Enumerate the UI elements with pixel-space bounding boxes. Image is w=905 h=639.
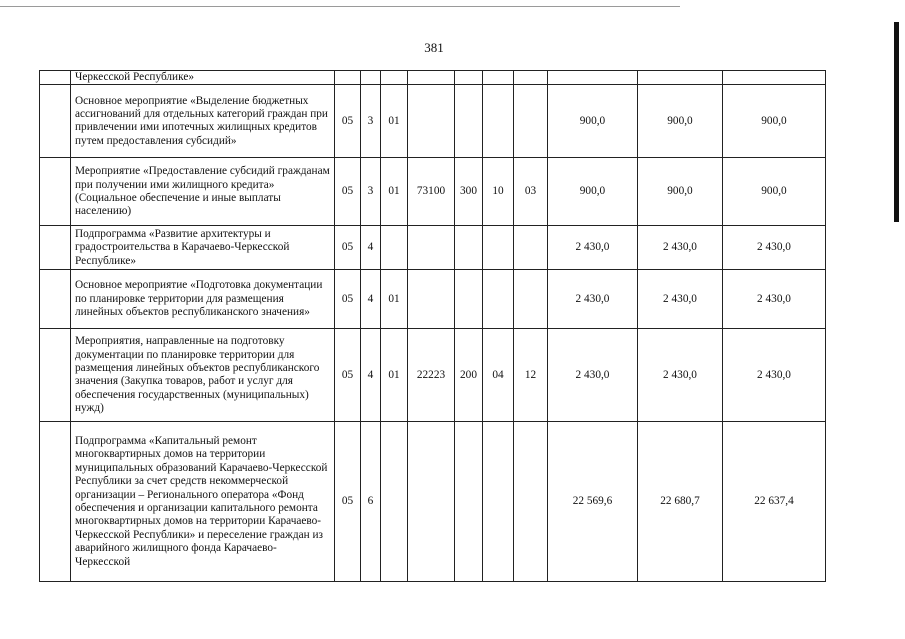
row-name-cell: Подпрограмма «Развитие архитектуры и градостроительства в Карачаево-Черкесской Республике» bbox=[71, 226, 335, 270]
cell-expense-type bbox=[455, 71, 483, 85]
table-row bbox=[40, 85, 826, 158]
cell-amount-1: 2 430,0 bbox=[548, 329, 638, 422]
cell-amount-1: 22 569,6 bbox=[548, 422, 638, 582]
page-number: 381 bbox=[424, 40, 444, 55]
row-name-cell: Основное мероприятие «Выделение бюджетных ассигнований для отдельных категорий граждан при привлечении ими ипотечных жилищных кредитов путем предоставления субсидий» bbox=[71, 85, 335, 158]
cell-activity-code: 01 bbox=[381, 329, 408, 422]
cell-subsection bbox=[514, 71, 548, 85]
cell-subprogram-code: 3 bbox=[361, 158, 381, 226]
cell-direction-code bbox=[408, 270, 455, 329]
cell-section bbox=[483, 422, 514, 582]
cell-amount-1 bbox=[548, 71, 638, 85]
budget-table bbox=[39, 70, 826, 582]
row-index-cell bbox=[40, 85, 71, 158]
cell-amount-3: 22 637,4 bbox=[723, 422, 826, 582]
table-row bbox=[40, 270, 826, 329]
table-row bbox=[40, 226, 826, 270]
cell-activity-code: 01 bbox=[381, 270, 408, 329]
cell-ministry-code: 05 bbox=[335, 158, 361, 226]
cell-amount-3: 900,0 bbox=[723, 85, 826, 158]
cell-amount-3: 2 430,0 bbox=[723, 226, 826, 270]
cell-expense-type bbox=[455, 422, 483, 582]
row-name-cell: Подпрограмма «Капитальный ремонт многоквартирных домов на территории муниципальных образований Карачаево-Черкесской Республики за счет средств некоммерческой организации – Регионального оператора «Фонд обеспечения и организации капитального ремонта многоквартирных домов на территории Карачаево-Черкесской Республики» и переселение граждан из аварийного жилищного фонда Карачаево-Черкесской bbox=[71, 422, 335, 582]
cell-direction-code bbox=[408, 71, 455, 85]
cell-ministry-code: 05 bbox=[335, 329, 361, 422]
row-index-cell bbox=[40, 329, 71, 422]
cell-expense-type: 300 bbox=[455, 158, 483, 226]
cell-section bbox=[483, 85, 514, 158]
cell-amount-2 bbox=[638, 71, 723, 85]
cell-ministry-code: 05 bbox=[335, 85, 361, 158]
cell-amount-2: 2 430,0 bbox=[638, 226, 723, 270]
cell-ministry-code: 05 bbox=[335, 270, 361, 329]
cell-subprogram-code: 4 bbox=[361, 270, 381, 329]
cell-subsection: 12 bbox=[514, 329, 548, 422]
cell-direction-code bbox=[408, 422, 455, 582]
table-row bbox=[40, 422, 826, 582]
cell-direction-code: 22223 bbox=[408, 329, 455, 422]
cell-amount-1: 900,0 bbox=[548, 158, 638, 226]
cell-section bbox=[483, 270, 514, 329]
cell-section: 10 bbox=[483, 158, 514, 226]
row-index-cell bbox=[40, 226, 71, 270]
row-name-cell: Черкесской Республике» bbox=[71, 71, 335, 85]
cell-amount-3: 2 430,0 bbox=[723, 329, 826, 422]
row-index-cell bbox=[40, 158, 71, 226]
cell-expense-type: 200 bbox=[455, 329, 483, 422]
cell-activity-code: 01 bbox=[381, 158, 408, 226]
cell-amount-1: 900,0 bbox=[548, 85, 638, 158]
cell-ministry-code: 05 bbox=[335, 422, 361, 582]
cell-subsection bbox=[514, 270, 548, 329]
scan-edge-mark bbox=[894, 22, 899, 222]
table-row bbox=[40, 71, 826, 85]
cell-subsection bbox=[514, 85, 548, 158]
cell-amount-3: 900,0 bbox=[723, 158, 826, 226]
cell-subsection bbox=[514, 226, 548, 270]
cell-subsection: 03 bbox=[514, 158, 548, 226]
cell-direction-code bbox=[408, 226, 455, 270]
cell-subsection bbox=[514, 422, 548, 582]
cell-amount-2: 22 680,7 bbox=[638, 422, 723, 582]
cell-amount-2: 900,0 bbox=[638, 85, 723, 158]
cell-ministry-code bbox=[335, 71, 361, 85]
cell-amount-2: 900,0 bbox=[638, 158, 723, 226]
cell-subprogram-code: 6 bbox=[361, 422, 381, 582]
cell-amount-2: 2 430,0 bbox=[638, 329, 723, 422]
cell-amount-2: 2 430,0 bbox=[638, 270, 723, 329]
table-row bbox=[40, 158, 826, 226]
row-name-cell: Мероприятия, направленные на подготовку документации по планировке территории для размещения линейных объектов республиканского значения (Закупка товаров, работ и услуг для обеспечения государственных (муниципальных) нужд) bbox=[71, 329, 335, 422]
cell-ministry-code: 05 bbox=[335, 226, 361, 270]
cell-expense-type bbox=[455, 85, 483, 158]
cell-amount-1: 2 430,0 bbox=[548, 226, 638, 270]
row-name-cell: Мероприятие «Предоставление субсидий гражданам при получении ими жилищного кредита» (Социальное обеспечение и иные выплаты населению) bbox=[71, 158, 335, 226]
cell-amount-3: 2 430,0 bbox=[723, 270, 826, 329]
row-index-cell bbox=[40, 422, 71, 582]
cell-activity-code bbox=[381, 71, 408, 85]
cell-section: 04 bbox=[483, 329, 514, 422]
cell-subprogram-code bbox=[361, 71, 381, 85]
cell-direction-code: 73100 bbox=[408, 158, 455, 226]
table-row bbox=[40, 329, 826, 422]
cell-section bbox=[483, 226, 514, 270]
cell-direction-code bbox=[408, 85, 455, 158]
cell-activity-code: 01 bbox=[381, 85, 408, 158]
cell-amount-3 bbox=[723, 71, 826, 85]
scan-top-rule bbox=[0, 6, 680, 7]
row-index-cell bbox=[40, 270, 71, 329]
cell-expense-type bbox=[455, 226, 483, 270]
cell-activity-code bbox=[381, 422, 408, 582]
cell-subprogram-code: 3 bbox=[361, 85, 381, 158]
cell-expense-type bbox=[455, 270, 483, 329]
cell-activity-code bbox=[381, 226, 408, 270]
cell-section bbox=[483, 71, 514, 85]
row-index-cell bbox=[40, 71, 71, 85]
row-name-cell: Основное мероприятие «Подготовка документации по планировке территории для размещения линейных объектов республиканского значения» bbox=[71, 270, 335, 329]
cell-amount-1: 2 430,0 bbox=[548, 270, 638, 329]
cell-subprogram-code: 4 bbox=[361, 226, 381, 270]
cell-subprogram-code: 4 bbox=[361, 329, 381, 422]
